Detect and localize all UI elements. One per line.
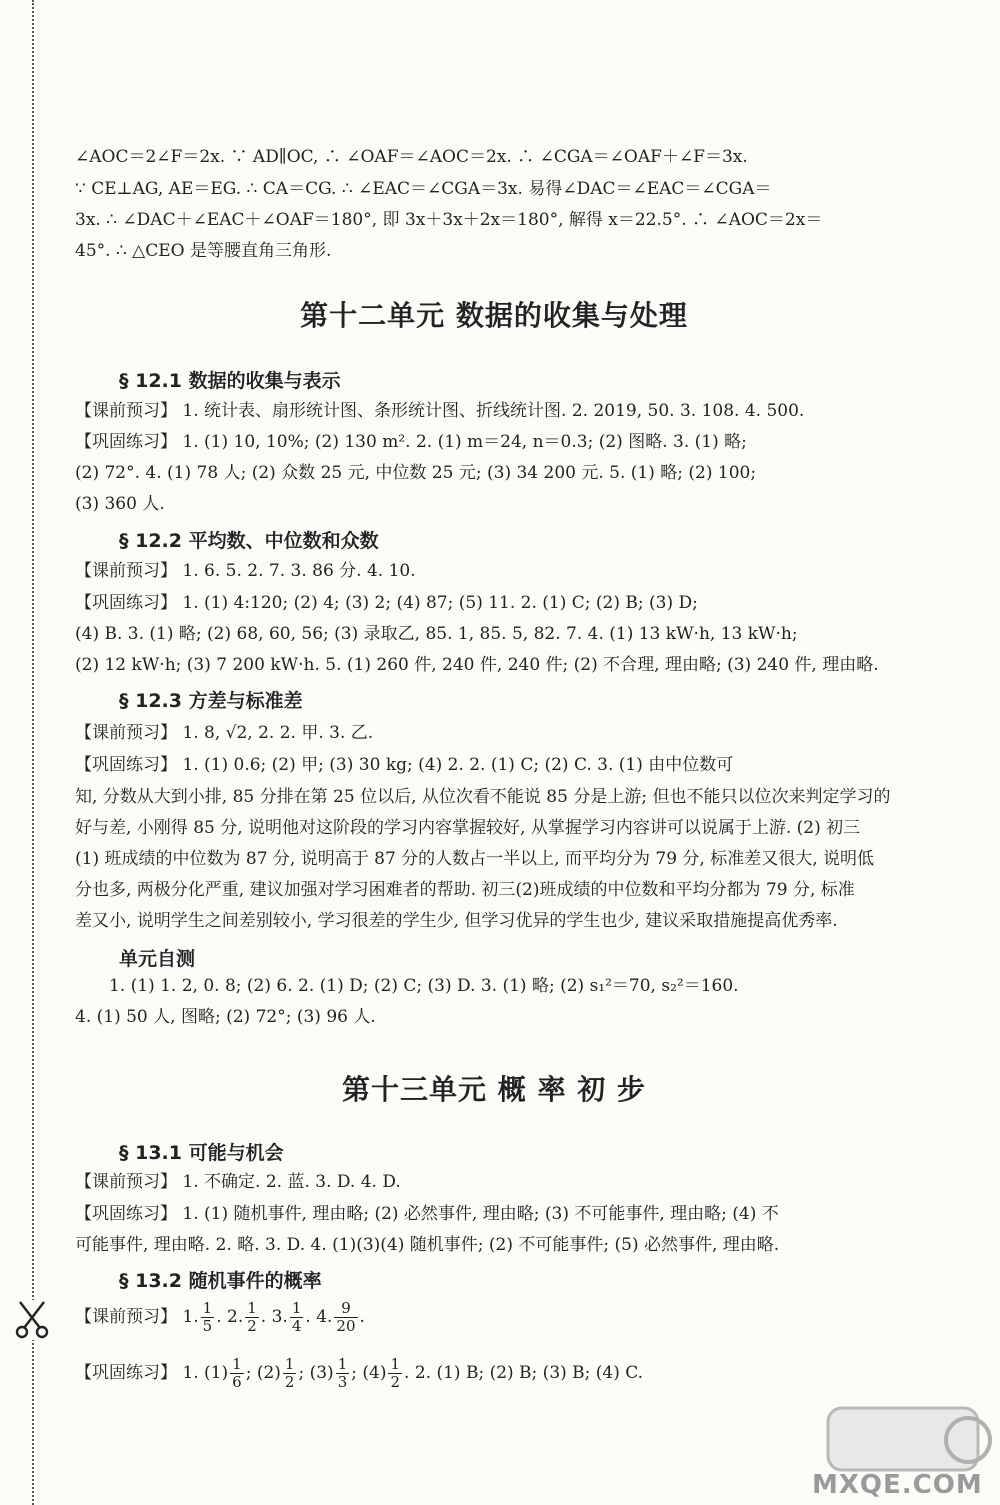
answer-number: 3. <box>271 1307 288 1327</box>
section-12-2-heading: § 12.2 平均数、中位数和众数 <box>119 530 379 552</box>
denominator: 4 <box>291 1317 302 1335</box>
denominator: 2 <box>284 1373 295 1391</box>
answer-line: 1. (1) 1. 2, 0. 8; (2) 6. 2. (1) D; (2) C; (3) D. 3. (1) 略; (2) s₁²＝70, s₂²＝160. <box>109 976 739 996</box>
answer-line: (1) 班成绩的中位数为 87 分, 说明高于 87 分的人数占一半以上, 而平均分为 79 分, 标准差又很大, 说明低 <box>75 849 875 869</box>
fraction-answer: (1) $\frac{1}{6}$ ; <box>204 1355 257 1391</box>
fraction-answer: 3. $\frac{1}{4}$ . <box>271 1299 317 1335</box>
unit-13-title: 第十三单元 概 率 初 步 <box>342 1073 646 1106</box>
fraction <box>230 1356 244 1391</box>
fraction <box>334 1300 357 1335</box>
numerator: 1 <box>247 1299 257 1317</box>
answer-line: (3) 360 人. <box>75 494 165 514</box>
answer-line: 【巩固练习】 1. (1) 随机事件, 理由略; (2) 必然事件, 理由略; (3) 不可能事件, 理由略; (4) 不 <box>75 1204 779 1224</box>
answer-line: 【课前预习】 1. 不确定. 2. 蓝. 3. D. 4. D. <box>75 1172 401 1192</box>
section-13-2-heading: § 13.2 随机事件的概率 <box>119 1270 322 1292</box>
preview-fractions-line <box>75 1300 913 1335</box>
answer-line: 【课前预习】 1. 8, √2, 2. 2. 甲. 3. 乙. <box>75 723 374 743</box>
part-number: (3) <box>309 1363 334 1383</box>
denominator: 5 <box>202 1317 213 1335</box>
answer-line: (2) 72°. 4. (1) 78 人; (2) 众数 25 元, 中位数 25 元; (3) 34 200 元. 5. (1) 略; (2) 100; <box>75 463 757 483</box>
answer-line: 【课前预习】 1. 统计表、扇形统计图、条形统计图、折线统计图. 2. 2019, 50. 3. 108. 4. 500. <box>75 401 805 421</box>
unit-12-title: 第十二单元 数据的收集与处理 <box>300 299 688 332</box>
answer-number: 4. <box>316 1307 333 1327</box>
answer-line: (2) 12 kW·h; (3) 7 200 kW·h. 5. (1) 260 件, 240 件, 240 件; (2) 不合理, 理由略; (3) 240 件, 理由略. <box>75 655 879 675</box>
answer-line: 可能事件, 理由略. 2. 略. 3. D. 4. (1)(3)(4) 随机事件; (2) 不可能事件; (5) 必然事件, 理由略. <box>75 1235 780 1255</box>
preview-label: 【课前预习】 <box>75 1307 177 1327</box>
numerator: 9 <box>334 1300 357 1318</box>
fraction-answer: 1. $\frac{1}{5}$ . <box>182 1299 227 1335</box>
fraction-answer: (2) $\frac{1}{2}$ ; <box>256 1355 310 1391</box>
fraction-answer: 2. $\frac{1}{2}$ . <box>227 1299 272 1335</box>
answer-line: 【巩固练习】 1. (1) 0.6; (2) 甲; (3) 30 kg; (4) 2. 2. (1) C; (2) C. 3. (1) 由中位数可 <box>75 755 734 775</box>
numerator: 1 <box>291 1299 302 1317</box>
fraction <box>388 1356 402 1391</box>
fraction <box>201 1300 215 1335</box>
fraction-answer: 4. $\frac{9}{20}$ . <box>316 1299 365 1335</box>
part-number: (2) <box>256 1363 281 1383</box>
proof-line: ∠AOC＝2∠F＝2x. ∵ AD∥OC, ∴ ∠OAF＝∠AOC＝2x. ∴ ∠CGA＝∠OAF＋∠F＝3x. <box>75 147 748 167</box>
fraction-answer: (3) $\frac{1}{3}$ ; <box>309 1355 363 1391</box>
part-number: (1) <box>204 1363 229 1383</box>
watermark-text: MXQE.COM <box>812 1470 983 1500</box>
proof-line: 3x. ∴ ∠DAC＋∠EAC＋∠OAF＝180°, 即 3x＋3x＋2x＝180°, 解得 x＝22.5°. ∴ ∠AOC＝2x＝ <box>75 210 823 230</box>
fraction <box>290 1300 304 1335</box>
practice-fractions-line <box>75 1356 913 1391</box>
fraction-answer: (4) $\frac{1}{2}$ . <box>362 1355 415 1391</box>
practice-tail: 2. (1) B; (2) B; (3) B; (4) C. <box>414 1363 644 1383</box>
answer-line: 知, 分数从大到小排, 85 分排在第 25 位以后, 从位次看不能说 85 分是上游; 但也不能只以位次来判定学习的 <box>75 787 891 807</box>
fraction <box>336 1356 350 1391</box>
answer-number: 1. <box>182 1363 199 1383</box>
answer-line: 【巩固练习】 1. (1) 4:120; (2) 4; (3) 2; (4) 87; (5) 11. 2. (1) C; (2) B; (3) D; <box>75 593 698 613</box>
answer-number: 1. <box>182 1307 199 1327</box>
cut-line <box>32 0 34 1505</box>
denominator: 20 <box>336 1317 356 1335</box>
answer-line: 分也多, 两极分化严重, 建议加强对学习困难者的帮助. 初三(2)班成绩的中位数和平均分都为 79 分, 标准 <box>75 880 855 900</box>
answer-number: 2. <box>227 1307 244 1327</box>
answer-line: 好与差, 小刚得 85 分, 说明他对这阶段的学习内容掌握较好, 从掌握学习内容讲可以说属于上游. (2) 初三 <box>75 818 861 838</box>
answer-line: 4. (1) 50 人, 图略; (2) 72°; (3) 96 人. <box>75 1007 376 1027</box>
section-12-1-heading: § 12.1 数据的收集与表示 <box>119 370 341 392</box>
numerator: 1 <box>337 1355 348 1373</box>
denominator: 3 <box>337 1373 348 1391</box>
denominator: 2 <box>390 1373 401 1391</box>
answer-line: 【巩固练习】 1. (1) 10, 10%; (2) 130 m². 2. (1) m＝24, n＝0.3; (2) 图略. 3. (1) 略; <box>75 432 747 452</box>
answer-line: 差又小, 说明学生之间差别较小, 学习很差的学生少, 但学习优异的学生也少, 建议采取措施提高优秀率. <box>75 911 838 931</box>
numerator: 1 <box>202 1299 213 1317</box>
numerator: 1 <box>284 1355 295 1373</box>
section-12-3-heading: § 12.3 方差与标准差 <box>119 690 303 712</box>
denominator: 2 <box>247 1317 257 1335</box>
practice-label: 【巩固练习】 <box>75 1363 177 1383</box>
section-13-1-heading: § 13.1 可能与机会 <box>119 1142 284 1164</box>
answer-line: 【课前预习】 1. 6. 5. 2. 7. 3. 86 分. 4. 10. <box>75 561 416 581</box>
denominator: 6 <box>232 1373 242 1391</box>
answer-line: (4) B. 3. (1) 略; (2) 68, 60, 56; (3) 录取乙, 85. 1, 85. 5, 82. 7. 4. (1) 13 kW·h, 13 kW·h; <box>75 624 798 644</box>
unit-12-test-heading: 单元自测 <box>119 948 196 970</box>
proof-line: 45°. ∴ △CEO 是等腰直角三角形. <box>75 241 332 261</box>
fraction <box>283 1356 297 1391</box>
proof-line: ∵ CE⊥AG, AE＝EG. ∴ CA＝CG. ∴ ∠EAC＝∠CGA＝3x. 易得∠DAC＝∠EAC＝∠CGA＝ <box>75 179 772 199</box>
numerator: 1 <box>232 1355 242 1373</box>
numerator: 1 <box>390 1355 401 1373</box>
scissors-icon <box>14 1300 50 1340</box>
fraction <box>245 1300 259 1335</box>
part-number: (4) <box>362 1363 387 1383</box>
